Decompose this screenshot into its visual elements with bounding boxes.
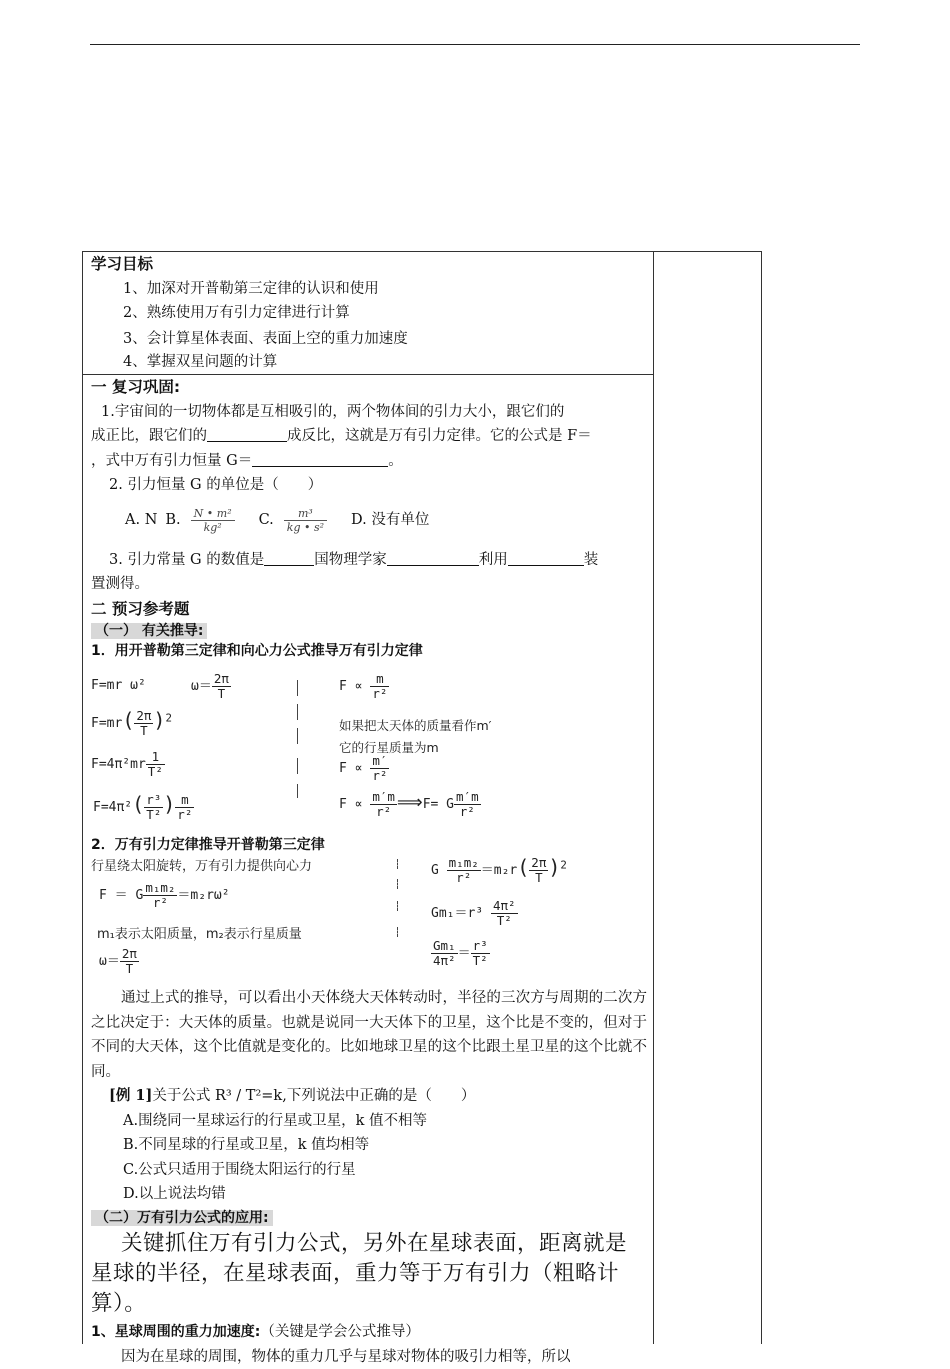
review-q3-text-a: 3. 引力常量 G 的数值是 — [109, 552, 264, 568]
preview-sub2-item1-note: （关键是学会公式推导） — [260, 1324, 420, 1340]
divider-mark — [397, 927, 398, 937]
review-q3-line2: 置测得。 — [91, 572, 647, 597]
objectives-title: 学习目标 — [91, 252, 647, 277]
d1-r4-num: m′ — [370, 754, 389, 769]
d2-r3-frac — [431, 939, 458, 968]
d1-r5 — [339, 790, 481, 819]
d1-r4-frac — [370, 754, 389, 783]
d2-l4 — [99, 947, 139, 976]
objectives-cell — [91, 252, 647, 372]
d2-r3-den2: T² — [471, 954, 490, 968]
review-q3-text-b: 国物理学家 — [314, 552, 387, 568]
d1-r5-b: F= G — [423, 797, 454, 812]
d1-l2-num: 2π — [134, 709, 153, 724]
review-q1-line1: 1.宇宙间的一切物体都是互相吸引的，两个物体间的引力大小，跟它们的 — [91, 400, 647, 425]
paren-open: ( — [132, 792, 144, 816]
blank-field — [264, 549, 314, 566]
d1-l1: F=mr ω² — [91, 678, 146, 693]
preview-sub1 — [91, 621, 647, 641]
option-b-den: kg² — [191, 521, 235, 534]
option-b-num: N • m² — [191, 507, 235, 521]
paren-open: ( — [122, 708, 134, 732]
d2-l2-den: r² — [143, 896, 177, 910]
option-c-den: kg • s² — [284, 521, 327, 534]
d1-r5-den: r² — [370, 805, 397, 819]
d2-r1-frac2 — [529, 856, 548, 885]
d2-l4-lhs: ω＝ — [99, 954, 120, 969]
objective-item-3: 3、会计算星体表面、表面上空的重力加速度 — [91, 326, 647, 352]
derivation-1 — [91, 672, 647, 832]
divider-mark — [297, 784, 298, 798]
d2-l2 — [99, 881, 230, 910]
d1-r5-lhs: F ∝ — [339, 797, 362, 812]
d2-r1-frac — [447, 856, 481, 885]
preview-body — [91, 986, 647, 1369]
paren-close: ) — [548, 855, 560, 879]
column-divider — [653, 252, 654, 1344]
option-b: B. — [165, 508, 180, 533]
d1-r3: 它的行星质量为m — [339, 738, 439, 756]
option-c-num: m³ — [284, 507, 327, 521]
d1-r1-frac — [370, 672, 389, 701]
review-q2-options — [91, 498, 647, 544]
d1-l4-frac1 — [144, 793, 163, 822]
explanation-paragraph: 通过上式的推导，可以看出小天体绕大天体转动时，半径的三次方与周期的二次方之比决定于：大天体的质量。也就是说同一大天体下的卫星，这个比是不变的，但对于不同的大天体，这个比值就是变化的。比如地球卫星的这个比跟土星卫星的这个比就不同。 — [91, 986, 647, 1084]
objective-item-1: 1、加深对开普勒第三定律的认识和使用 — [91, 277, 647, 302]
review-q1-line3 — [91, 449, 647, 474]
divider-mark — [397, 859, 398, 869]
review-q2: 2. 引力恒量 G 的单位是（ ） — [91, 473, 647, 498]
last-line: 因为在星球的周围，物体的重力几乎与星球对物体的吸引力相等，所以 — [91, 1345, 647, 1369]
d2-l3: m₁表示太阳质量，m₂表示行星质量 — [97, 923, 302, 942]
d1-r5-frac — [370, 790, 397, 819]
review-q1-line2 — [91, 424, 647, 449]
d1-l2: F=mr( $\frac{2\pi}{T}$ )$^2$ — [91, 708, 172, 738]
d1-r1-lhs: F ∝ — [339, 679, 362, 694]
d1-l4 — [93, 792, 194, 822]
d1-l2-lhs: F=mr — [91, 716, 122, 731]
d1-r2: 如果把太天体的质量看作m′ — [339, 716, 492, 734]
example-1 — [91, 1084, 647, 1109]
review-q3-text-c: 利用 — [479, 552, 508, 568]
d2-l1: 行星绕太阳旋转，万有引力提供向心力 — [91, 855, 312, 874]
option-a: A. N — [125, 508, 157, 533]
divider-mark — [297, 728, 298, 744]
d1-r5-num: m′m — [370, 790, 397, 805]
example-option-a: A.围绕同一星球运行的行星或卫星，k 值不相等 — [91, 1109, 647, 1134]
d1-l1b-lhs: ω＝ — [191, 679, 212, 694]
d1-l1b-num: 2π — [212, 672, 231, 687]
d1-r4-lhs: F ∝ — [339, 761, 362, 776]
d1-l1b-den: T — [212, 687, 231, 701]
d1-l4-frac2 — [175, 793, 194, 822]
d1-l2-den: T — [134, 724, 153, 738]
d1-l4-num2: m — [175, 793, 194, 808]
preview-title: 二 预习参考题 — [91, 597, 647, 622]
example-tag: [例 1] — [109, 1087, 152, 1104]
d2-l2-num: m₁m₂ — [143, 881, 177, 896]
d1-l3 — [91, 750, 165, 779]
key-point-text: 关键抓住万有引力公式，另外在星球表面，距离就是星球的半径，在星球表面，重力等于万有引力（粗略计算）。 — [91, 1229, 647, 1319]
preview-sub2-item1 — [91, 1319, 647, 1345]
d1-r1-num: m — [370, 672, 389, 687]
d1-r5b-num: m′m — [454, 790, 481, 805]
preview-sub1-item1: 1．用开普勒第三定律和向心力公式推导万有引力定律 — [91, 641, 647, 661]
d1-l4-den2: r² — [175, 808, 194, 822]
d2-l4-num: 2π — [120, 947, 139, 962]
objective-item-2: 2、熟练使用万有引力定律进行计算 — [91, 301, 647, 326]
d1-r5b-frac — [454, 790, 481, 819]
review-q3-text-d: 装 — [584, 552, 599, 568]
divider-mark — [397, 879, 398, 889]
d2-r1-den: r² — [447, 871, 481, 885]
review-q1-text-b: 成正比，跟它们的 — [91, 428, 207, 444]
example-option-b: B.不同星球的行星或卫星，k 值均相等 — [91, 1133, 647, 1158]
divider-mark — [297, 758, 298, 774]
d2-l2-lhs: F ＝ G — [99, 888, 143, 903]
d2-r2-den: T² — [491, 914, 518, 928]
review-q1-text-e: 。 — [388, 453, 403, 469]
review-q1-text-c: 成反比，这就是万有引力定律。它的公式是 F＝ — [287, 428, 592, 444]
preview-sub2-item1-label: 1、星球周围的重力加速度: — [91, 1324, 260, 1340]
d1-l4-den1: T² — [144, 808, 163, 822]
blank-field — [207, 425, 287, 442]
d2-l4-den: T — [120, 962, 139, 976]
d2-r1-num2: 2π — [529, 856, 548, 871]
paren-close: ) — [163, 792, 175, 816]
d2-r1: G $\frac{\text{m₁m₂}}{\text{r²}}$ ＝m₂r( $\frac{2\pi}{T}$ )$^2$ — [431, 855, 567, 885]
paren-close: ) — [153, 708, 165, 732]
d2-r1-den2: T — [529, 871, 548, 885]
divider-mark — [297, 680, 298, 696]
d2-r3-num2: r³ — [471, 939, 490, 954]
d1-r1 — [339, 672, 389, 701]
review-title: 一 复习巩固: — [91, 375, 647, 400]
d1-r4-den: r² — [370, 769, 389, 783]
preview-sub2 — [91, 1207, 647, 1229]
option-c: C. — [259, 508, 274, 533]
d2-r3 — [431, 939, 490, 968]
d1-r4 — [339, 754, 389, 783]
d2-r3-eq: ＝ — [458, 946, 471, 961]
divider-mark — [297, 704, 298, 720]
option-b-fraction — [191, 507, 235, 534]
d2-r1-rhs: ＝m₂r — [481, 863, 517, 878]
header-rule — [90, 44, 860, 45]
paren-open: ( — [517, 855, 529, 879]
d2-r3-den: 4π² — [431, 954, 458, 968]
d1-r5b-den: r² — [454, 805, 481, 819]
d2-l2-frac — [143, 881, 177, 910]
d2-r1-num: m₁m₂ — [447, 856, 481, 871]
d1-l4-num1: r³ — [144, 793, 163, 808]
d1-l3-den: T² — [146, 765, 165, 779]
d1-l2-frac — [134, 709, 153, 738]
derivation-2 — [91, 855, 647, 981]
d1-l4-lhs: F=4π² — [93, 800, 132, 815]
review-q3-line1 — [91, 548, 647, 573]
d2-r3-frac2 — [471, 939, 490, 968]
review-q1-text-d: ，式中万有引力恒量 G＝ — [91, 453, 252, 469]
preview-sub1-label: （一） 有关推导: — [91, 623, 207, 639]
d1-l3-lhs: F=4π²mr — [91, 757, 146, 772]
d2-l2-rhs: ＝m₂rω² — [177, 888, 229, 903]
d2-r1-lhs: G — [431, 863, 439, 878]
blank-field — [387, 549, 479, 566]
example-option-d: D.以上说法均错 — [91, 1182, 647, 1207]
d2-r3-num: Gm₁ — [431, 939, 458, 954]
blank-field — [508, 549, 584, 566]
example-option-c: C.公式只适用于围绕太阳运行的行星 — [91, 1158, 647, 1183]
content-table — [82, 251, 762, 1344]
preview-sub2-label: （二）万有引力公式的应用: — [91, 1210, 273, 1226]
implies-arrow-icon: ⟹ — [397, 792, 423, 813]
d2-l4-frac — [120, 947, 139, 976]
d2-r2 — [431, 899, 518, 928]
d1-l3-frac — [146, 750, 165, 779]
example-question: 关于公式 R³ / T²=k,下列说法中正确的是（ ） — [152, 1088, 475, 1104]
d1-l3-num: 1 — [146, 750, 165, 765]
d2-r2-num: 4π² — [491, 899, 518, 914]
blank-field — [252, 450, 388, 467]
option-d: D. 没有单位 — [351, 508, 429, 533]
d1-l1b-frac — [212, 672, 231, 701]
d1-l1b — [191, 672, 231, 701]
divider-mark — [397, 901, 398, 911]
d2-r2-frac — [491, 899, 518, 928]
option-c-fraction — [284, 507, 327, 534]
objective-item-4: 4、掌握双星问题的计算 — [91, 352, 647, 372]
preview-sub1-item2: 2．万有引力定律推导开普勒第三定律 — [91, 835, 647, 855]
d2-r2-lhs: Gm₁＝r³ — [431, 906, 483, 921]
review-section — [91, 375, 647, 661]
d1-r1-den: r² — [370, 687, 389, 701]
